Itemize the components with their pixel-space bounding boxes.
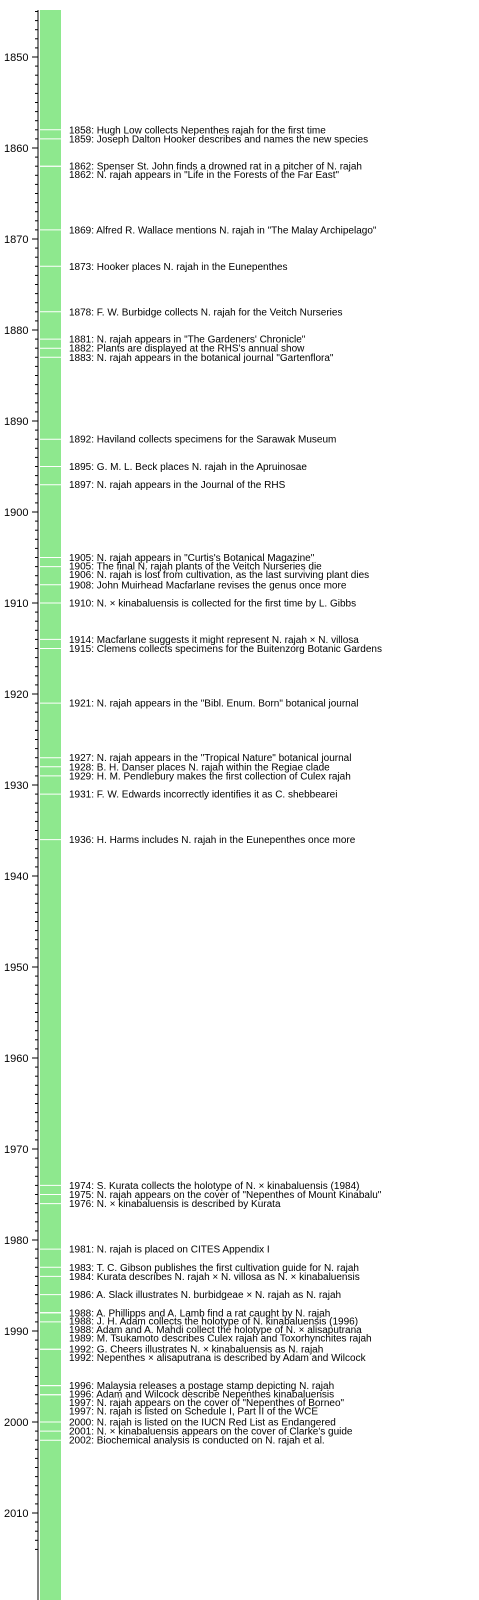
event-label: 1988: A. Phillipps and A. Lamb find a rat caught by N. rajah bbox=[69, 1308, 331, 1320]
event-label: 1992: Nepenthes × alisaputrana is described by Adam and Wilcock bbox=[69, 1353, 366, 1365]
event-label: 1989: M. Tsukamoto describes Culex rajah and Toxorhynchites rajah bbox=[69, 1333, 372, 1345]
event-label: 1997: N. rajah is listed on Schedule I, Part II of the WCE bbox=[69, 1406, 319, 1418]
event-label: 1878: F. W. Burbidge collects N. rajah for the Veitch Nurseries bbox=[69, 307, 343, 319]
year-tick-label: 2000 bbox=[4, 1417, 29, 1429]
event-label: 1892: Haviland collects specimens for the Sarawak Museum bbox=[69, 434, 337, 446]
event-label: 1974: S. Kurata collects the holotype of N. × kinabaluensis (1984) bbox=[69, 1180, 360, 1192]
year-tick-label: 1910 bbox=[4, 598, 29, 610]
event-label: 1975: N. rajah appears on the cover of "Nepenthes of Mount Kinabalu" bbox=[69, 1190, 382, 1201]
event-label: 1859: Joseph Dalton Hooker describes and names the new species bbox=[69, 134, 369, 146]
event-label: 2000: N. rajah is listed on the IUCN Red List as Endangered bbox=[69, 1417, 336, 1429]
event-label: 1883: N. rajah appears in the botanical journal "Gartenflora" bbox=[69, 352, 334, 364]
event-label: 1988: Adam and A. Mahdi collect the holotype of N. × alisaputrana bbox=[69, 1325, 362, 1337]
event-label: 1910: N. × kinabaluensis is collected for the first time by L. Gibbs bbox=[69, 598, 357, 610]
year-tick-label: 1870 bbox=[4, 234, 29, 246]
year-tick-label: 1890 bbox=[4, 416, 29, 428]
event-label: 1997: N. rajah appears on the cover of "Nepenthes of Borneo" bbox=[69, 1397, 345, 1409]
event-label: 1976: N. × kinabaluensis is described by Kurata bbox=[69, 1199, 281, 1211]
event-label: 2001: N. × kinabaluensis appears on the cover of Clarke's guide bbox=[69, 1426, 353, 1438]
event-label: 1881: N. rajah appears in "The Gardeners' Chronicle" bbox=[69, 334, 306, 346]
year-tick-label: 1960 bbox=[4, 1053, 29, 1065]
year-tick-label: 1940 bbox=[4, 871, 29, 883]
event-label: 1986: A. Slack illustrates N. burbidgeae × N. rajah as N. rajah bbox=[69, 1290, 342, 1302]
event-label: 1927: N. rajah appears in the "Tropical Nature" botanical journal bbox=[69, 753, 352, 765]
event-label: 1906: N. rajah is lost from cultivation, as the last surviving plant dies bbox=[69, 569, 370, 581]
event-label: 2002: Biochemical analysis is conducted on N. rajah et al. bbox=[69, 1435, 325, 1447]
event-label: 1908: John Muirhead Macfarlane revises the genus once more bbox=[69, 580, 347, 592]
year-tick-label: 1900 bbox=[4, 507, 29, 519]
event-label: 1869: Alfred R. Wallace mentions N. rajah in "The Malay Archipelago" bbox=[69, 225, 377, 237]
event-label: 1897: N. rajah appears in the Journal of the RHS bbox=[69, 480, 286, 492]
year-tick-label: 1880 bbox=[4, 325, 29, 337]
timeline-bar bbox=[40, 10, 61, 1600]
year-tick-label: 1950 bbox=[4, 962, 29, 974]
event-label: 1862: Spenser St. John finds a drowned rat in a pitcher of N. rajah bbox=[69, 161, 362, 173]
event-label: 1873: Hooker places N. rajah in the Eunepenthes bbox=[69, 261, 288, 273]
event-label: 1996: Malaysia releases a postage stamp depicting N. rajah bbox=[69, 1381, 335, 1393]
event-label: 1858: Hugh Low collects Nepenthes rajah for the first time bbox=[69, 125, 326, 137]
event-label: 1983: T. C. Gibson publishes the first cultivation guide for N. rajah bbox=[69, 1262, 359, 1274]
event-label: 1988: J. H. Adam collects the holotype of N. kinabaluensis (1996) bbox=[69, 1316, 359, 1328]
event-label: 1914: Macfarlane suggests it might represent N. rajah × N. villosa bbox=[69, 634, 359, 646]
year-tick-label: 1980 bbox=[4, 1235, 29, 1247]
event-label: 1992: G. Cheers illustrates N. × kinabaluensis as N. rajah bbox=[69, 1344, 324, 1356]
year-tick-label: 1920 bbox=[4, 689, 29, 701]
event-label: 1862: N. rajah appears in "Life in the Forests of the Far East" bbox=[69, 170, 340, 182]
year-tick-label: 1930 bbox=[4, 780, 29, 792]
event-label: 1929: H. M. Pendlebury makes the first collection of Culex rajah bbox=[69, 771, 351, 783]
event-label: 1921: N. rajah appears in the "Bibl. Enum. Born" botanical journal bbox=[69, 698, 359, 710]
year-tick-label: 1850 bbox=[4, 52, 29, 64]
event-label: 1928: B. H. Danser places N. rajah within the Regiae clade bbox=[69, 762, 330, 774]
event-label: 1882: Plants are displayed at the RHS's annual show bbox=[69, 343, 305, 355]
event-label: 1984: Kurata describes N. rajah × N. villosa as N. × kinabaluensis bbox=[69, 1271, 360, 1283]
event-label: 1905: The final N. rajah plants of the Veitch Nurseries die bbox=[69, 561, 322, 573]
event-labels bbox=[69, 125, 382, 1446]
event-label: 1936: H. Harms includes N. rajah in the Eunepenthes once more bbox=[69, 835, 356, 847]
event-label: 1905: N. rajah appears in "Curtis's Botanical Magazine" bbox=[69, 553, 315, 564]
year-tick-label: 2010 bbox=[4, 1508, 29, 1520]
year-tick-label: 1860 bbox=[4, 143, 29, 155]
event-label: 1996: Adam and Wilcock describe Nepenthes kinabaluensis bbox=[69, 1389, 335, 1401]
event-label: 1931: F. W. Edwards incorrectly identifies it as C. shebbearei bbox=[69, 789, 338, 801]
event-label: 1915: Clemens collects specimens for the Buitenzorg Botanic Gardens bbox=[69, 644, 382, 655]
year-ticks bbox=[4, 52, 38, 1520]
event-label: 1981: N. rajah is placed on CITES Appendix I bbox=[69, 1244, 270, 1256]
year-tick-label: 1970 bbox=[4, 1144, 29, 1156]
year-tick-label: 1990 bbox=[4, 1326, 29, 1338]
event-label: 1895: G. M. L. Beck places N. rajah in the Apruinosae bbox=[69, 462, 307, 473]
